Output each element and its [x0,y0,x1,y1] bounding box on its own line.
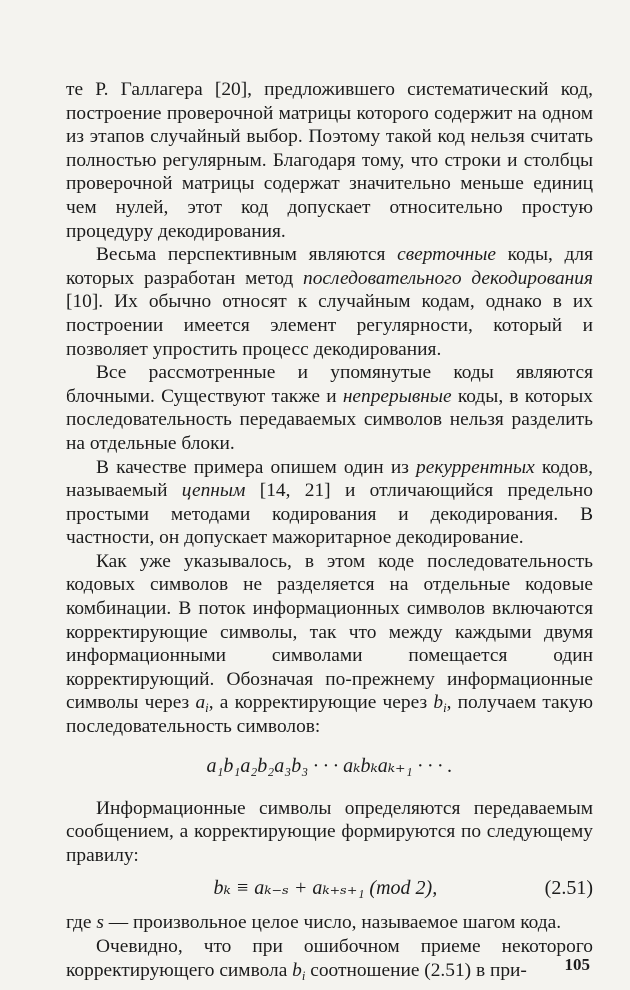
text-span: — произвольное целое число, называемое шагом кода. [103,912,562,934]
text-span: [10]. Их обычно относят к случайным кодам, однако в их построении имеется элемент регулярности, который и позволяет упростить процесс декодирования. [66,291,593,360]
paragraph-8 [66,935,593,982]
text-span: , получаем такую последовательность символов: [66,692,593,738]
text-span: [14, 21] и отличающийся предельно простыми методами кодирования и декодирования. В частности, он допускает мажоритарное декодирование. [66,480,594,549]
symbol-bi [433,692,447,716]
equation-2-51 [66,875,593,901]
text-span: где [66,912,97,934]
sequence-formula: a₁b₁a₂b₂a₃b₃ · · · aₖbₖaₖ₊₁ · · · . [206,754,453,777]
term-chain: цепным [181,480,246,502]
text-span: В качестве примера опишем один из [96,456,417,478]
page-number: 105 [564,955,590,974]
symbol-letter: b [292,959,302,981]
symbol-subscript: i [443,701,447,716]
page-content [66,78,593,982]
paragraph-7 [66,911,593,935]
symbol-subscript: i [205,701,209,716]
text-span: соотношение (2.51) в при- [305,959,527,981]
term-sequential-decoding: последовательного декодирования [303,267,593,289]
text-span: коды, в которых последовательность передаваемых символов нельзя разделить на отдельные блоки. [66,385,593,454]
symbol-ai [195,692,209,716]
text-span: Как уже указывалось, в этом коде последовательность кодовых символов не разделяется на отдельные кодовые комбинации. В поток информационных символов включаются корректирующие символы, так что между каждыми двумя информационными символами помещается один корректирующий. Обозначая по-прежнему информационные символы через [66,550,593,714]
term-convolutional: сверточные [397,244,496,266]
symbol-s: s [96,912,104,934]
text-span: Очевидно, что при ошибочном приеме некоторого корректирующего символа [66,936,593,981]
paragraph-6: Информационные символы определяются передаваемым сообщением, а корректирующие формируются по следующему правилу: [66,797,593,866]
symbol-letter: b [433,692,444,714]
symbol-bi [292,960,305,981]
term-recurrent: рекуррентных [416,456,535,478]
paragraph-1: те Р. Галлагера [20], предложившего систематический код, построение проверочной матрицы которого содержит на одном из этапов случайный выбор. Поэтому такой код нельзя считать полностью регулярным. Благодаря тому, что строки и столбцы проверочной матрицы содержат значительно меньше единиц чем нулей, этот код допускает относительно простую процедуру декодирования. [66,79,593,242]
paragraph-4 [66,456,593,550]
equation-expression: bₖ ≡ aₖ₋ₛ + aₖ₊ₛ₊₁ (mod 2), [213,877,438,900]
text-span: Все рассмотренные и упомянутые коды являются блочными. Существуют также и [66,362,593,407]
text-span: Весьма перспективным являются [96,244,398,266]
symbol-subscript: i [301,968,306,983]
paragraph-3 [66,361,593,455]
text-span: коды, для которых разработан метод [66,244,593,289]
symbol-letter: a [195,692,206,714]
text-span: , а корректирующие через [208,692,434,714]
term-continuous: непрерывные [342,385,452,407]
paragraph-2 [66,243,593,361]
paragraph-5 [66,550,593,739]
equation-number: (2.51) [544,877,593,900]
text-span: кодов, называемый [66,456,593,502]
